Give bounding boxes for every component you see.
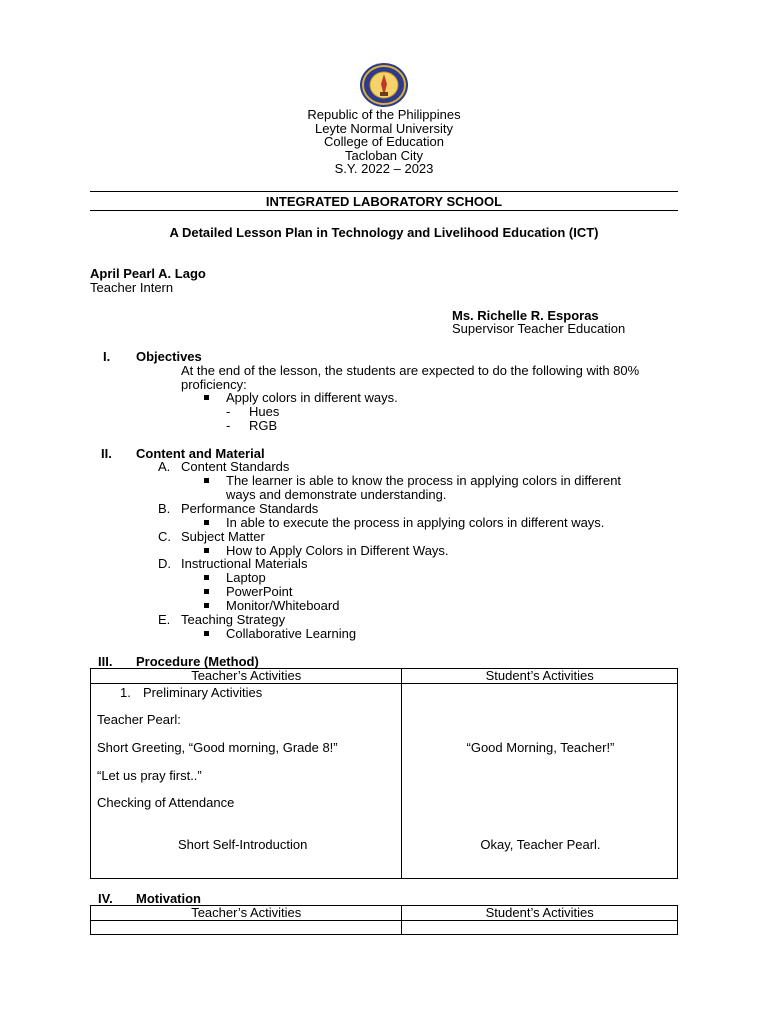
list-letter: B. (158, 501, 171, 516)
header-line: Leyte Normal University (315, 120, 453, 136)
objectives-heading: Objectives (136, 349, 202, 364)
content-standards-label: Content Standards (181, 459, 290, 474)
section-number: II. (101, 446, 112, 461)
section-number: I. (103, 349, 111, 364)
supervisor-name: Ms. Richelle R. Esporas (452, 308, 599, 323)
objectives-intro: At the end of the lesson, the students are expected to do the following with 80% (181, 363, 640, 378)
dash-marker: - (226, 404, 231, 419)
procedure-heading: Procedure (Method) (136, 654, 259, 669)
teacher-speaker: Teacher Pearl: (97, 712, 181, 727)
header-line: S.Y. 2022 – 2023 (334, 161, 434, 177)
teacher-activities-header: Teacher’s Activities (91, 906, 402, 921)
bullet-icon (204, 603, 209, 608)
bullet-icon (204, 478, 209, 483)
objective-item: Apply colors in different ways. (226, 390, 398, 405)
teacher-activities-cell (91, 684, 402, 879)
procedure-table (90, 668, 678, 879)
student-greeting-response: “Good Morning, Teacher!” (466, 740, 615, 755)
teaching-strategy-label: Teaching Strategy (181, 612, 286, 627)
header-block (0, 108, 768, 176)
content-standards-text: The learner is able to know the process in applying colors in different (226, 473, 622, 488)
motivation-table (90, 905, 678, 935)
content-heading: Content and Material (136, 446, 265, 461)
content-standards-text-cont: ways and demonstrate understanding. (226, 487, 447, 502)
self-introduction-text: Short Self-Introduction (178, 837, 308, 852)
teacher-role: Teacher Intern (90, 280, 174, 295)
dash-marker: - (226, 418, 231, 433)
bullet-icon (204, 575, 209, 580)
bottom-rule (90, 210, 678, 211)
bullet-icon (204, 548, 209, 553)
list-number: 1. (120, 685, 131, 700)
objective-subitem: RGB (249, 418, 278, 433)
prayer-text: “Let us pray first..” (97, 768, 202, 783)
objectives-intro-cont: proficiency: (181, 377, 247, 392)
student-activities-cell (402, 684, 678, 879)
list-letter: C. (158, 529, 171, 544)
section-number: III. (98, 654, 113, 669)
header-line: College of Education (324, 134, 444, 150)
header-line: Republic of the Philippines (307, 107, 461, 122)
school-name: INTEGRATED LABORATORY SCHOOL (265, 194, 503, 209)
list-letter: E. (158, 612, 171, 627)
subject-matter-label: Subject Matter (181, 529, 265, 544)
lesson-plan-title: A Detailed Lesson Plan in Technology and Livelihood Education (ICT) (169, 225, 599, 240)
teacher-activities-cell (91, 921, 402, 935)
top-rule (90, 191, 678, 192)
section-number: IV. (98, 891, 113, 906)
bullet-icon (204, 631, 209, 636)
material-item: Laptop (226, 570, 266, 585)
bullet-icon (204, 520, 209, 525)
bullet-icon (204, 589, 209, 594)
instructional-materials-label: Instructional Materials (181, 556, 308, 571)
subject-matter-text: How to Apply Colors in Different Ways. (226, 543, 449, 558)
objective-subitem: Hues (249, 404, 280, 419)
greeting-text: Short Greeting, “Good morning, Grade 8!” (97, 740, 338, 755)
teacher-activities-header: Teacher’s Activities (91, 669, 402, 684)
material-item: PowerPoint (226, 584, 293, 599)
motivation-heading: Motivation (136, 891, 201, 906)
student-activities-cell (402, 921, 678, 935)
teacher-name: April Pearl A. Lago (90, 266, 206, 281)
teaching-strategy-text: Collaborative Learning (226, 626, 357, 641)
university-seal-logo (359, 62, 409, 108)
list-letter: A. (158, 459, 171, 474)
attendance-text: Checking of Attendance (97, 795, 235, 810)
performance-standards-text: In able to execute the process in applying colors in different ways. (226, 515, 605, 530)
bullet-icon (204, 395, 209, 400)
student-activities-header: Student’s Activities (402, 906, 678, 921)
material-item: Monitor/Whiteboard (226, 598, 340, 613)
performance-standards-label: Performance Standards (181, 501, 319, 516)
supervisor-role: Supervisor Teacher Education (452, 321, 626, 336)
student-activities-header: Student’s Activities (402, 669, 678, 684)
header-line: Tacloban City (344, 147, 424, 163)
student-intro-response: Okay, Teacher Pearl. (480, 837, 601, 852)
list-letter: D. (158, 556, 171, 571)
preliminary-activities: Preliminary Activities (143, 685, 263, 700)
